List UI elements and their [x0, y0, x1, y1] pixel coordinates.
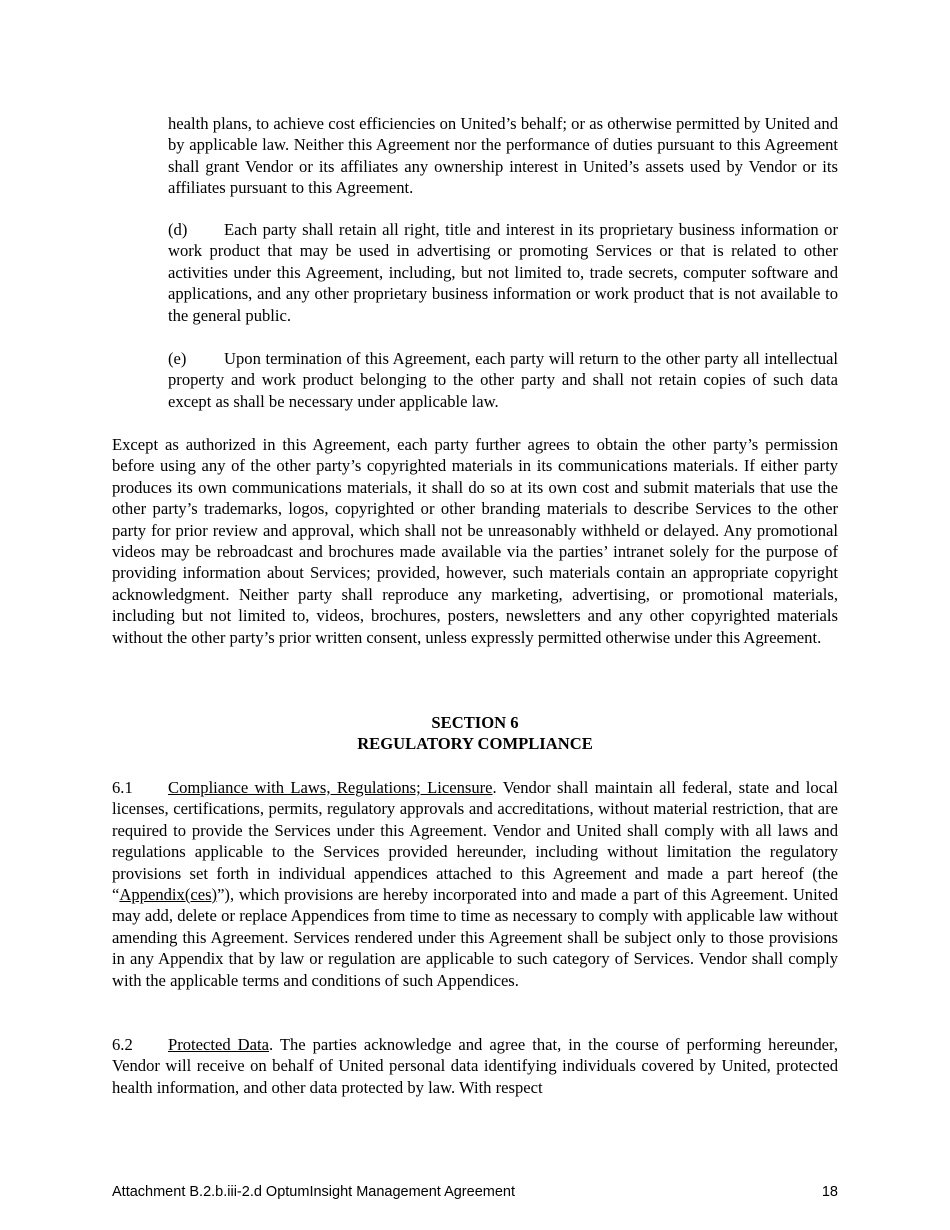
continued-paragraph-text: health plans, to achieve cost efficiencies on United’s behalf; or as otherwise permitted by United and by applicable law. Neither this Agreement nor the performance of duties pursuant to this Agreement shall grant Vendor or its affiliates any ownership interest in United’s assets used by Vendor or its affiliates pursuant to this Agreement. — [168, 114, 838, 198]
footer-page-number: 18 — [821, 1184, 838, 1200]
clause-6-2-text: . The parties acknowledge and agree that, in the course of performing hereunder, Vendor will receive on behalf of United personal data identifying individuals covered by United, protected health information, and other data protected by law. With respect — [112, 1035, 838, 1097]
clause-6-2-number: 6.2 — [112, 1035, 133, 1054]
paragraph-d-text: Each party shall retain all right, title and interest in its proprietary business information or work product that may be used in advertising or promoting Services or that is related to other activities under this Agreement, including, but not limited to, trade secrets, computer software and applications, and any other proprietary business information or work product that is not available to the general public. — [168, 220, 838, 325]
clause-6-1-defined-term: Appendix(ces) — [119, 885, 218, 905]
clause-6-1-text-a: . Vendor shall maintain all federal, state and local licenses, certifications, permits, regulatory approvals and accreditations, without material restriction, that are required to provide the Services under this Agreement. Vendor and United shall comply with all laws and regulations applicable to the Services provided hereunder, including without limitation the regulatory provisions set forth in individual appendices attached to this Agreement and made a part hereof (the “ — [112, 778, 838, 905]
paragraph-d-label: (d) — [168, 220, 188, 239]
paragraph-e-label: (e) — [168, 349, 187, 368]
section-title-heading: REGULATORY COMPLIANCE — [357, 734, 593, 753]
footer-document-title: Attachment B.2.b.iii-2.d OptumInsight Management Agreement — [112, 1184, 515, 1200]
clause-6-1-text-b: ”), which provisions are hereby incorporated into and made a part of this Agreement. United may add, delete or replace Appendices from time to time as necessary to comply with applicable law without amending this Agreement. Services rendered under this Agreement shall be subject only to those provisions in any Appendix that by law or regulation are applicable to such category of Services. Vendor shall comply with the applicable terms and conditions of such Appendices. — [112, 885, 838, 990]
clause-6-1 — [112, 777, 838, 991]
paragraph-e-text: Upon termination of this Agreement, each party will return to the other party all intellectual property and work product belonging to the other party and shall not retain copies of such data except as shall be necessary under applicable law. — [168, 349, 838, 411]
copyright-permission-text: Except as authorized in this Agreement, each party further agrees to obtain the other party’s permission before using any of the other party’s copyrighted materials in its communications materials. If either party produces its own communications materials, it shall do so at its own cost and submit materials that use the other party’s trademarks, logos, copyrighted or other branding materials to describe Services to the other party for prior review and approval, which shall not be unreasonably withheld or delayed. Any promotional videos may be rebroadcast and brochures made available via the parties’ intranet solely for the purpose of providing information about Services; provided, however, such materials contain an appropriate copyright acknowledgment. Neither party shall reproduce any marketing, advertising, or promotional materials, including but not limited to, videos, brochures, posters, newsletters and any other copyrighted materials without the other party’s prior written consent, unless expressly permitted otherwise under this Agreement. — [112, 435, 838, 647]
clause-6-2 — [112, 1034, 838, 1098]
clause-6-1-heading: Compliance with Laws, Regulations; Licensure — [168, 778, 493, 797]
paragraph-d — [168, 219, 838, 326]
section-number-heading: SECTION 6 — [431, 713, 519, 732]
clause-6-1-number: 6.1 — [112, 778, 133, 797]
copyright-permission-paragraph — [112, 434, 838, 648]
paragraph-e — [168, 348, 838, 412]
continued-paragraph — [168, 113, 838, 199]
clause-6-2-heading: Protected Data — [168, 1035, 269, 1054]
